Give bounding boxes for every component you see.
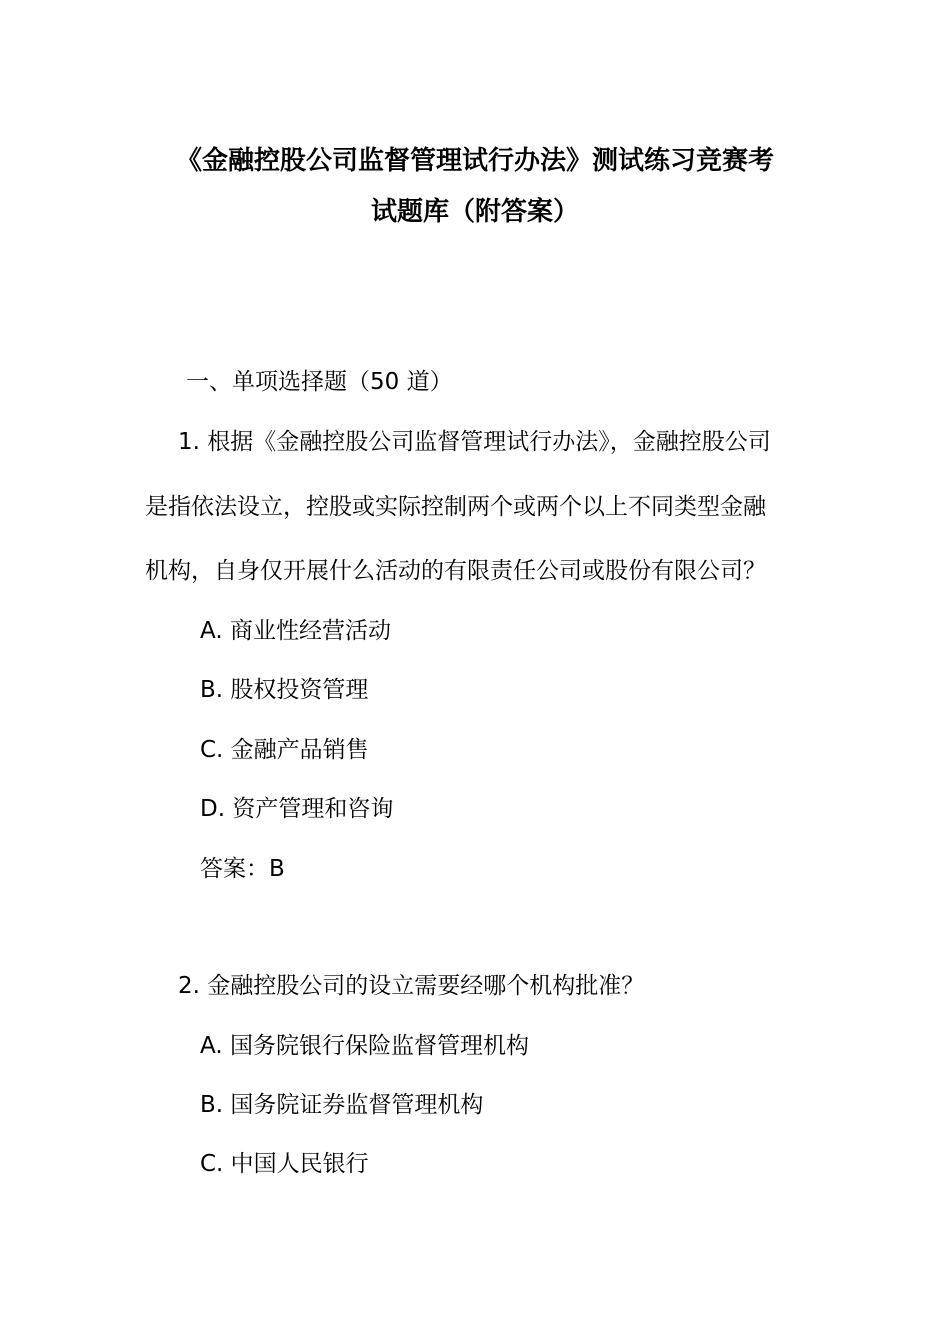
section-heading: 一、单项选择题（50 道） — [186, 369, 453, 395]
question-1-text-line-1: 1. 根据《金融控股公司监督管理试行办法》，金融控股公司 — [178, 429, 771, 455]
document-title-line-2: 试题库（附答案） — [370, 197, 579, 227]
question-1-option-d: D. 资产管理和咨询 — [200, 796, 394, 822]
document-title-line-1: 《金融控股公司监督管理试行办法》测试练习竞赛考 — [175, 146, 774, 176]
question-2-text-line-1: 2. 金融控股公司的设立需要经哪个机构批准？ — [178, 973, 645, 999]
question-1-answer: 答案：B — [200, 856, 285, 882]
question-1-option-b: B. 股权投资管理 — [200, 677, 369, 703]
question-1-text-line-3: 机构，自身仅开展什么活动的有限责任公司或股份有限公司？ — [145, 558, 766, 584]
question-2-option-a: A. 国务院银行保险监督管理机构 — [200, 1033, 529, 1059]
question-2-option-c: C. 中国人民银行 — [200, 1151, 369, 1177]
question-1-text-line-2: 是指依法设立，控股或实际控制两个或两个以上不同类型金融 — [145, 494, 766, 520]
question-2-option-b: B. 国务院证券监督管理机构 — [200, 1092, 484, 1118]
question-1-option-a: A. 商业性经营活动 — [200, 618, 391, 644]
question-1-option-c: C. 金融产品销售 — [200, 737, 369, 763]
